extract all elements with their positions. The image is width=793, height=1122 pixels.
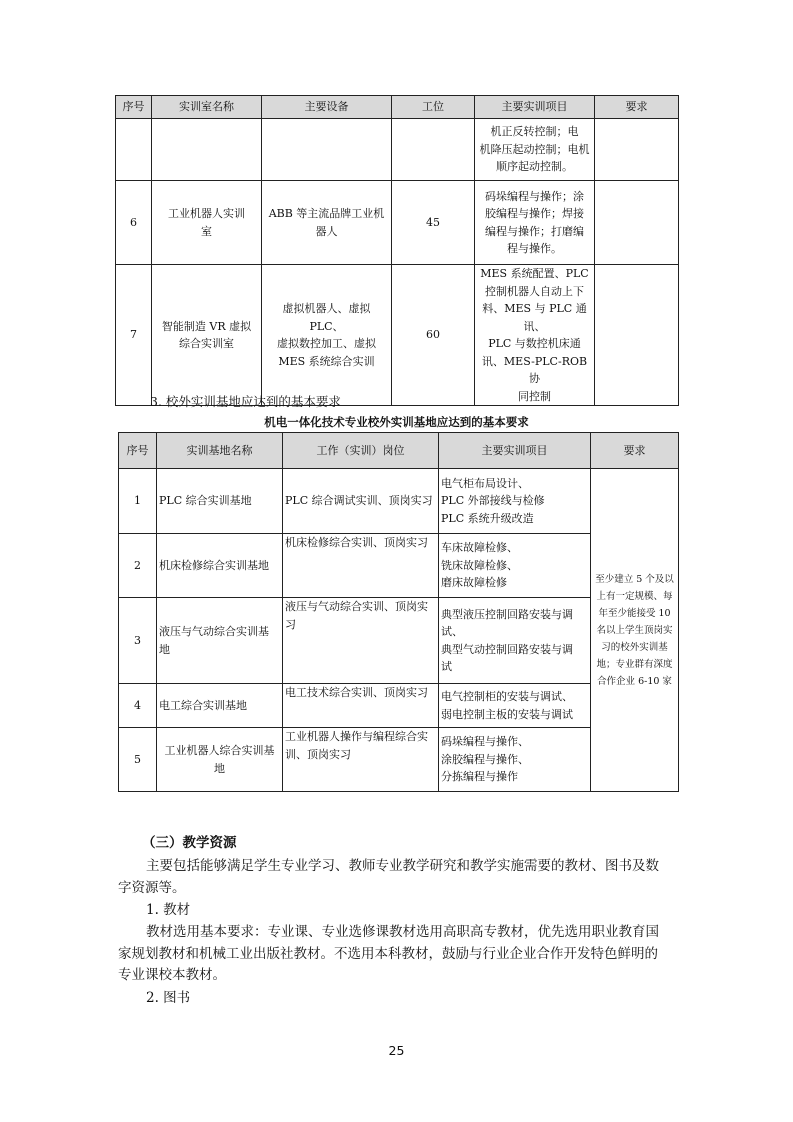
requirement: [595, 265, 679, 406]
row-number: 7: [116, 265, 152, 406]
training-projects: 电气柜布局设计、 PLC 外部接线与检修 PLC 系统升级改造: [439, 469, 591, 534]
training-posts: 液压与气动综合实训、顶岗实 习: [283, 598, 439, 684]
requirement: [595, 119, 679, 181]
table-header-row: [119, 433, 679, 469]
section-heading: （三）教学资源: [142, 835, 237, 851]
row-number: 1: [119, 469, 157, 534]
training-projects: 典型液压控制回路安装与调 试、 典型气动控制回路安装与调 试: [439, 598, 591, 684]
room-name: 智能制造 VR 虚拟 综合实训室: [152, 265, 262, 406]
header-cell: 实训基地名称: [157, 433, 283, 469]
intro-paragraph: 主要包括能够满足学生专业学习、教师专业教学研究和教学实施需要的教材、图书及数 字资源等。: [118, 858, 659, 896]
header-cell: 序号: [119, 433, 157, 469]
base-name: 液压与气动综合实训基 地: [157, 598, 283, 684]
table-row: [116, 181, 679, 265]
requirement: 至少建立 5 个及以 上有一定规模、每 年至少能接受 10 名以上学生顶岗实 习的校外实训基 地；专业群有深度 合作企业 6-10 家: [591, 469, 679, 792]
base-name: 机床检修综合实训基地: [157, 534, 283, 598]
table2-title: 机电一体化技术专业校外实训基地应达到的基本要求: [264, 415, 529, 429]
stations: [392, 119, 475, 181]
equipment: 虚拟机器人、虚拟 PLC、 虚拟数控加工、虚拟 MES 系统综合实训: [262, 265, 392, 406]
section-3-heading: 3. 校外实训基地应达到的基本要求: [150, 394, 341, 409]
header-cell: 主要设备: [262, 96, 392, 119]
page-number: 25: [388, 1043, 405, 1058]
header-cell: 主要实训项目: [439, 433, 591, 469]
base-name: PLC 综合实训基地: [157, 469, 283, 534]
base-name: 工业机器人综合实训基 地: [157, 728, 283, 792]
table-header-row: [116, 96, 679, 119]
row-number: 6: [116, 181, 152, 265]
table-row: [119, 469, 679, 534]
item-2-heading: 2. 图书: [146, 990, 191, 1006]
equipment: [262, 119, 392, 181]
item-1-heading: 1. 教材: [146, 902, 191, 918]
stations: 60: [392, 265, 475, 406]
header-cell: 序号: [116, 96, 152, 119]
training-room-table: [115, 95, 679, 406]
item-1-paragraph: 教材选用基本要求：专业课、专业选修课教材选用高职高专教材，优先选用职业教育国 家规划教材和机械工业出版社教材。不选用本科教材，鼓励与行业企业合作开发特色鲜明的 专业课校本教材。: [118, 924, 659, 983]
stations: 45: [392, 181, 475, 265]
row-number: 4: [119, 684, 157, 728]
header-cell: 工位: [392, 96, 475, 119]
base-name: 电工综合实训基地: [157, 684, 283, 728]
row-number: 5: [119, 728, 157, 792]
header-cell: 工作（实训）岗位: [283, 433, 439, 469]
row-number: 3: [119, 598, 157, 684]
external-training-base-table: [118, 432, 679, 792]
training-posts: 工业机器人操作与编程综合实 训、顶岗实习: [283, 728, 439, 792]
training-posts: 机床检修综合实训、顶岗实习: [283, 534, 439, 598]
row-number: [116, 119, 152, 181]
header-cell: 主要实训项目: [475, 96, 595, 119]
equipment: ABB 等主流品牌工业机 器人: [262, 181, 392, 265]
training-projects: 码垛编程与操作、 涂胶编程与操作、 分拣编程与操作: [439, 728, 591, 792]
row-number: 2: [119, 534, 157, 598]
table-row: [116, 265, 679, 406]
room-name: 工业机器人实训 室: [152, 181, 262, 265]
training-projects: 码垛编程与操作；涂 胶编程与操作；焊接 编程与操作；打磨编 程与操作。: [475, 181, 595, 265]
header-cell: 要求: [595, 96, 679, 119]
requirement: [595, 181, 679, 265]
training-projects: 车床故障检修、 铣床故障检修、 磨床故障检修: [439, 534, 591, 598]
training-posts: PLC 综合调试实训、顶岗实习: [283, 469, 439, 534]
header-cell: 要求: [591, 433, 679, 469]
header-cell: 实训室名称: [152, 96, 262, 119]
training-projects: MES 系统配置、PLC 控制机器人自动上下 料、MES 与 PLC 通讯、 PLC 与数控机床通 讯、MES-PLC-ROB 协 同控制: [475, 265, 595, 406]
table-row: [116, 119, 679, 181]
training-projects: 电气控制柜的安装与调试、 弱电控制主板的安装与调试: [439, 684, 591, 728]
training-projects: 机正反转控制；电 机降压起动控制；电机 顺序起动控制。: [475, 119, 595, 181]
training-posts: 电工技术综合实训、顶岗实习: [283, 684, 439, 728]
room-name: [152, 119, 262, 181]
